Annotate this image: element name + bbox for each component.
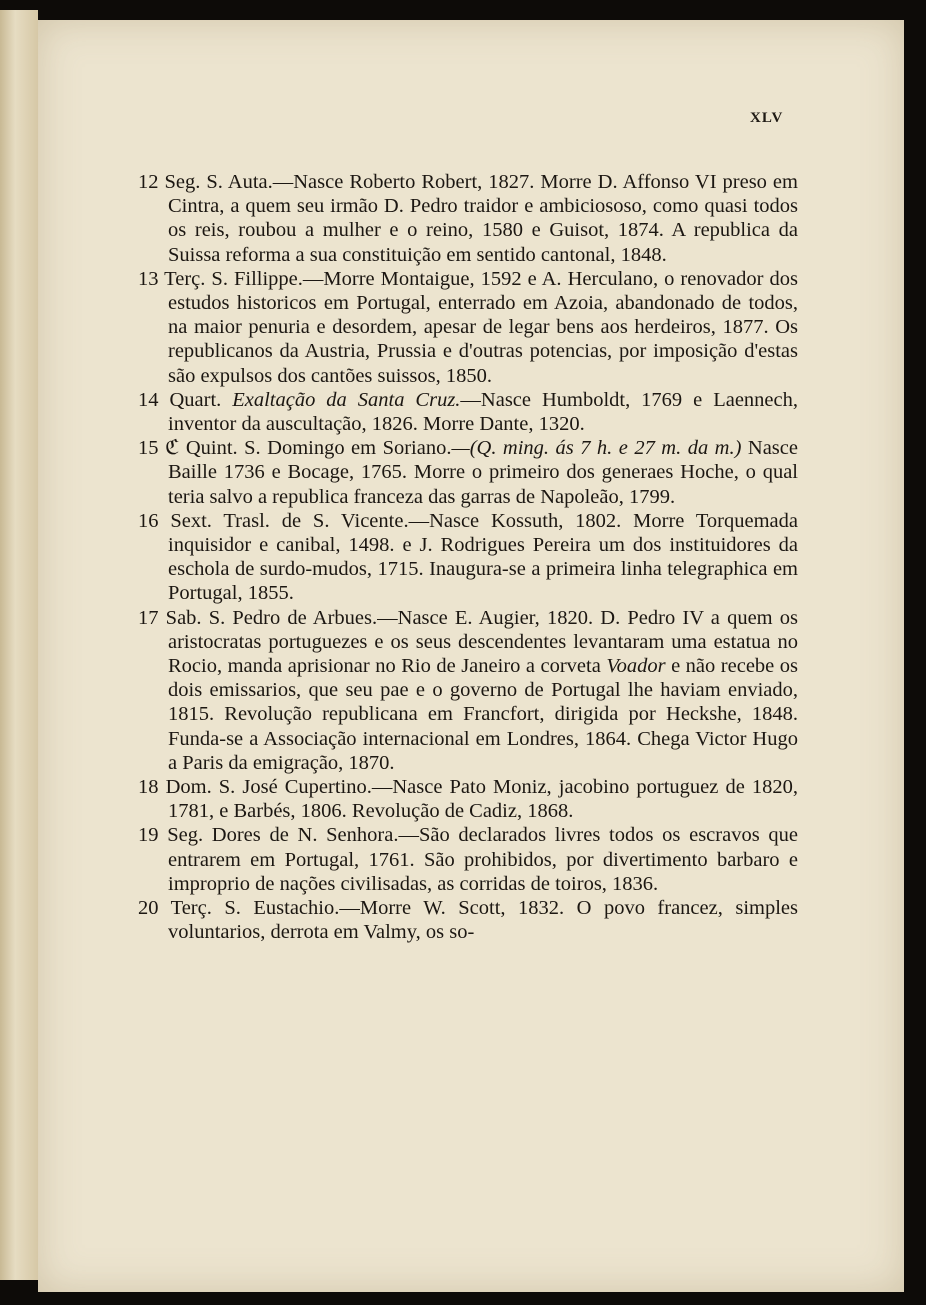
entry-body: —Morre Montaigue, 1592 e A. Herculano, o renovador dos estudos historicos em Portugal, enterrado em Azoia, abandonado de todos, na maior penuria e desordem, apesar de legar bens aos herdeiros, 1877. Os republicanos da Austria, Prussia e d'outras potencias, por imposição d'estas são expulsos dos cantões suissos, 1850. — [168, 267, 798, 387]
entry-body: —Nasce Roberto Robert, 1827. Morre D. Affonso VI preso em Cintra, a quem seu irmão D. Pedro traidor e ambiciososo, como quasi todos os reis, roubou a mulher e o reino, 1580 e Guisot, 1874. A republica da Suissa reforma a sua constituição em sentido cantonal, 1848. — [168, 171, 798, 266]
calendar-entries — [138, 170, 798, 945]
entry-18 — [138, 775, 798, 823]
entry-12 — [138, 170, 798, 267]
entry-14 — [138, 388, 798, 436]
entry-head: 16 Sext. Trasl. de S. Vicente. — [138, 509, 409, 532]
entry-feast: Exaltação da Santa Cruz. — [232, 388, 461, 411]
entry-19 — [138, 823, 798, 896]
entry-body: —São declarados livres todos os escravos que entrarem em Portugal, 1761. São prohibidos, por divertimento barbaro e improprio de nações civilisadas, as corridas de toiros, 1836. — [168, 824, 798, 895]
entry-head: 12 Seg. S. Auta. — [138, 171, 273, 193]
entry-body: —Nasce Pato Moniz, jacobino portuguez de 1820, 1781, e Barbés, 1806. Revolução de Cadiz, 1868. — [168, 776, 798, 823]
entry-20 — [138, 896, 798, 944]
entry-body: —Nasce Kossuth, 1802. Morre Torquemada inquisidor e canibal, 1498. e J. Rodrigues Pereira um dos instituidores da eschola de surdo-mudos, 1715. Inaugura-se a primeira linha telegraphica em Portugal, 1855. — [168, 509, 798, 605]
entry-body: —Nasce Humboldt, 1769 e Laennech, inventor da auscultação, 1826. Morre Dante, 1320. — [168, 388, 798, 436]
page-number: XLV — [750, 110, 784, 126]
entry-head: 14 Quart. — [138, 388, 222, 411]
entry-ship-name: Voador — [606, 655, 666, 678]
entry-head: 19 Seg. Dores de N. Senhora. — [138, 824, 399, 847]
entry-15 — [138, 436, 798, 509]
entry-body: —Morre W. Scott, 1832. O povo francez, simples voluntarios, derrota em Valmy, os so- — [168, 897, 798, 944]
entry-moon-phase: —(Q. ming. ás 7 h. e 27 m. da m.) — [451, 437, 742, 460]
entry-13 — [138, 267, 798, 388]
entry-body: Nasce Baille 1736 e Bocage, 1765. Morre o primeiro dos generaes Hoche, o qual teria salvo a republica franceza das garras de Napoleão, 1799. — [168, 437, 798, 508]
entry-head: 15 ℭ Quint. S. Domingo em Soriano. — [138, 437, 452, 460]
entry-head: 17 Sab. S. Pedro de Arbues. — [138, 606, 378, 629]
entry-body-cont: e não recebe os dois emissarios, que seu pae e o governo de Portugal lhe haviam enviado, 1815. Revolução republicana em Francfort, dirigida por Heckshe, 1848. Funda-se a Associação internacional em Londres, 1864. Chega Victor Hugo a Paris da emigração, 1870. — [168, 655, 798, 774]
entry-body: —Nasce E. Augier, 1820. D. Pedro IV a quem os aristocratas portuguezes e os seus descendentes levantaram uma estatua no Rocio, manda aprisionar no Rio de Janeiro a corveta — [168, 606, 799, 678]
entry-17 — [138, 606, 798, 775]
entry-head: 13 Terç. S. Fillippe. — [138, 267, 303, 290]
entry-head: 20 Terç. S. Eustachio. — [138, 897, 340, 920]
entry-head: 18 Dom. S. José Cupertino. — [138, 776, 372, 799]
facing-page-edge — [0, 10, 38, 1280]
book-page — [38, 20, 904, 1292]
entry-16 — [138, 509, 798, 606]
